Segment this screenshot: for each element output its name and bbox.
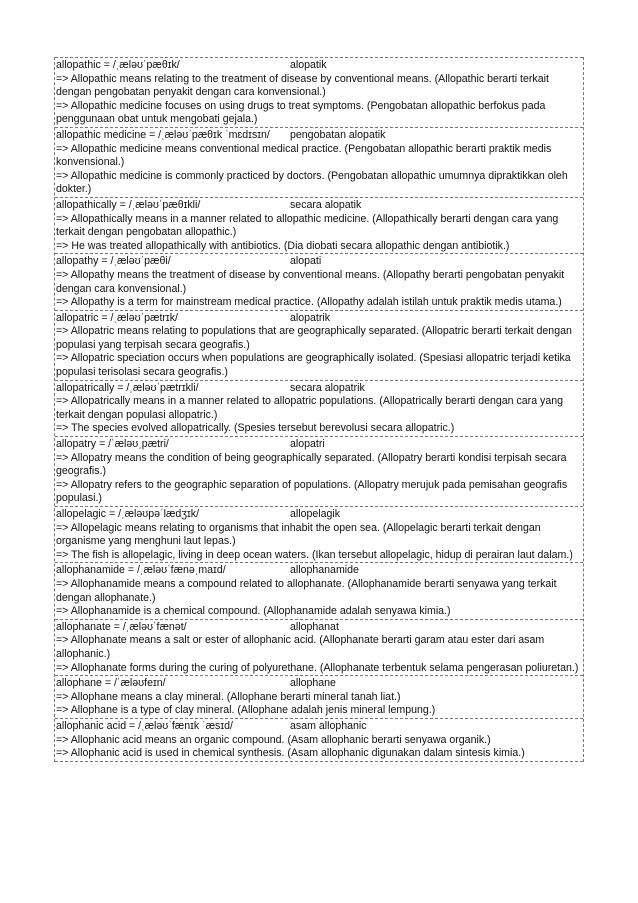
- entry-term: allopatry = /ˈæləʊˌpætri/: [56, 438, 169, 451]
- entry-line: => Allopathic medicine means conventional medical practice. (Pengobatan allopathic berarti praktik medis konvensional.): [56, 142, 552, 169]
- entry-lines: [56, 634, 583, 675]
- dictionary-entry: [55, 675, 583, 718]
- entry-term: allophane = /ˈæləʊfeɪn/: [56, 677, 166, 690]
- entry-translation: secara alopatrik: [290, 381, 365, 394]
- entry-term: allopatric = /ˌæləʊˈpætrɪk/: [56, 311, 178, 324]
- entry-lines: [56, 73, 583, 127]
- entry-line: => Allophanamide means a compound related to allophanate. (Allophanamide berarti senyawa yang terkait dengan allophanate.): [56, 577, 557, 604]
- entry-line: => Allopathically means in a manner related to allopathic medicine. (Allopathically berarti dengan cara yang terkait dengan pengobatan allopathic.): [56, 212, 559, 239]
- dictionary-entry: [55, 718, 583, 762]
- dictionary-entry: [55, 127, 583, 197]
- entry-translation: allophanamide: [290, 564, 359, 577]
- entry-header: [56, 508, 583, 522]
- entry-line: => Allophane means a clay mineral. (Allophane berarti mineral tanah liat.): [56, 690, 401, 703]
- entry-header: [56, 312, 583, 326]
- entry-header: [56, 564, 583, 578]
- dictionary-entry: [55, 619, 583, 675]
- entry-header: [56, 59, 583, 73]
- entry-term: allophanamide = /ˌæləʊˈfænəˌmaɪd/: [56, 564, 226, 577]
- entry-line: => Allopatric speciation occurs when populations are geographically isolated. (Spesiasi allopatric terjadi ketika populasi terisolasi secara geografis.): [56, 352, 571, 379]
- dictionary-entry: [55, 310, 583, 380]
- entry-translation: allophane: [290, 677, 336, 690]
- entry-lines: [56, 269, 583, 310]
- entry-line: => Allopathy means the treatment of disease by conventional means. (Allopathy berarti pengobatan penyakit dengan cara konvensional.): [56, 268, 565, 295]
- entry-line: => Allopathic medicine is commonly practiced by doctors. (Pengobatan allopathic umumnya dipraktikkan oleh dokter.): [56, 169, 568, 196]
- entry-line: => Allophanic acid is used in chemical synthesis. (Asam allophanic digunakan dalam sintesis kimia.): [56, 747, 525, 760]
- dictionary-entry: [55, 253, 583, 309]
- entry-lines: [56, 213, 583, 254]
- entry-term: allopathic = /ˌæləʊˈpæθɪk/: [56, 59, 180, 71]
- entry-header: [56, 621, 583, 635]
- entry-lines: [56, 734, 583, 761]
- entry-term: allopathically = /ˌæləʊˈpæθɪkli/: [56, 198, 201, 211]
- entry-term: allophanate = /ˌæləʊˈfænət/: [56, 620, 187, 633]
- dictionary-entry: [55, 506, 583, 562]
- dictionary-list: [54, 57, 584, 762]
- entry-line: => He was treated allopathically with antibiotics. (Dia diobati secara allopathic dengan antibiotik.): [56, 239, 510, 252]
- entry-line: => Allopathic medicine focuses on using drugs to treat symptoms. (Pengobatan allopathic berfokus pada penggunaan obat untuk mengobati gejala.): [56, 99, 546, 126]
- entry-line: => Allopathic means relating to the treatment of disease by conventional means. (Allopathic berarti terkait dengan pengobatan penyakit dengan cara konvensional.): [56, 72, 549, 99]
- entry-term: allopatrically = /ˌæləʊˈpætrɪkli/: [56, 381, 199, 394]
- dictionary-entry: [55, 57, 583, 127]
- entry-line: => The fish is allopelagic, living in deep ocean waters. (Ikan tersebut allopelagic, hidup di perairan laut dalam.): [56, 548, 573, 561]
- entry-lines: [56, 452, 583, 506]
- entry-line: => Allophane is a type of clay mineral. (Allophane adalah jenis mineral lempung.): [56, 704, 436, 717]
- entry-line: => Allopelagic means relating to organisms that inhabit the open sea. (Allopelagic berarti terkait dengan organisme yang menghuni laut lepas.): [56, 521, 541, 548]
- entry-line: => The species evolved allopatrically. (Spesies tersebut berevolusi secara allopatric.): [56, 422, 455, 435]
- entry-header: [56, 720, 583, 734]
- entry-line: => Allopatric means relating to populations that are geographically separated. (Allopatric berarti terkait dengan populasi yang terpisah secara geografis.): [56, 325, 572, 351]
- entry-header: [56, 255, 583, 269]
- entry-translation: allopelagik: [290, 508, 341, 520]
- dictionary-entry: [55, 562, 583, 618]
- entry-translation: alopatik: [290, 59, 327, 71]
- entry-term: allophanic acid = /ˌæləʊˈfænɪk ˈæsɪd/: [56, 719, 233, 732]
- entry-line: => Allophanate forms during the curing of polyurethane. (Allophanate terbentuk selama pengerasan poliuretan.): [56, 661, 579, 674]
- entry-translation: alopatri: [290, 438, 325, 451]
- entry-term: allopathic medicine = /ˌæləʊˈpæθɪk ˈmɛdɪsɪn/: [56, 128, 270, 141]
- entry-line: => Allophanic acid means an organic compound. (Asam allophanic berarti senyawa organik.): [56, 733, 491, 746]
- entry-term: allopelagic = /ˌæləʊpəˈlædʒɪk/: [56, 508, 200, 520]
- entry-translation: alopatrik: [290, 311, 331, 324]
- dictionary-entry: [55, 197, 583, 253]
- entry-translation: secara alopatik: [290, 198, 362, 211]
- entry-line: => Allopatry means the condition of being geographically separated. (Allopatry berarti kondisi terpisah secara geografis.): [56, 451, 567, 478]
- entry-lines: [56, 578, 583, 619]
- entry-translation: alopati: [290, 255, 322, 268]
- entry-line: => Allophanate means a salt or ester of allophanic acid. (Allophanate berarti garam atau ester dari asam allophanic.): [56, 634, 545, 660]
- entry-header: [56, 438, 583, 452]
- dictionary-entry: [55, 436, 583, 506]
- entry-header: [56, 129, 583, 143]
- dictionary-entry: [55, 380, 583, 436]
- entry-line: => Allopathy is a term for mainstream medical practice. (Allopathy adalah istilah untuk praktik medis utama.): [56, 296, 562, 309]
- entry-line: => Allopatry refers to the geographic separation of populations. (Allopatry merujuk pada pemisahan geografis populasi.): [56, 478, 568, 505]
- entry-line: => Allophanamide is a chemical compound. (Allophanamide adalah senyawa kimia.): [56, 605, 451, 618]
- entry-translation: asam allophanic: [290, 719, 367, 732]
- entry-translation: allophanat: [290, 620, 339, 633]
- entry-lines: [56, 691, 583, 718]
- entry-header: [56, 382, 583, 396]
- entry-lines: [56, 143, 583, 197]
- entry-lines: [56, 522, 583, 563]
- entry-header: [56, 199, 583, 213]
- entry-translation: pengobatan alopatik: [290, 128, 386, 141]
- entry-header: [56, 677, 583, 691]
- entry-line: => Allopatrically means in a manner related to allopatric populations. (Allopatrically berarti dengan cara yang terkait dengan populasi allopatric.): [56, 395, 564, 421]
- entry-lines: [56, 325, 583, 379]
- entry-lines: [56, 395, 583, 436]
- entry-term: allopathy = /ˌæləʊˈpæθi/: [56, 255, 171, 268]
